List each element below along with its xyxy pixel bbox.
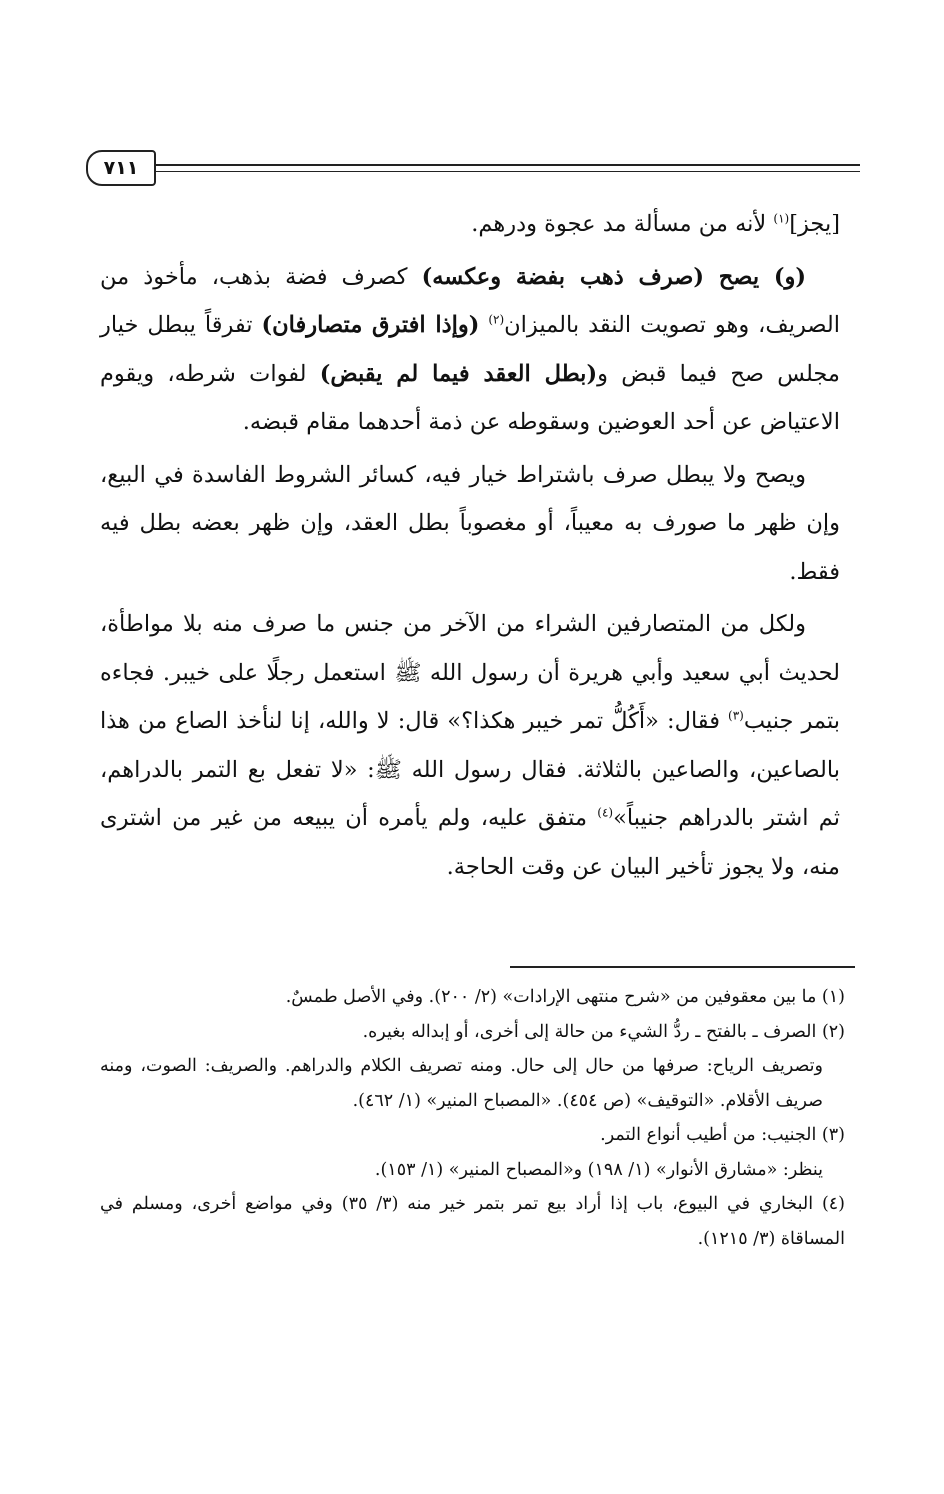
body-paragraph — [100, 451, 840, 597]
page-number: ٧١١ — [86, 150, 156, 186]
footnote: وتصريف الرياح: صرفها من حال إلى حال. ومنه تصريف الكلام والدراهم. والصريف: الصوت، ومنه صريف الأقلام. «التوقيف» (ص ٤٥٤). «المصباح المنير» (١/ ٤٦٢). — [100, 1056, 823, 1111]
header-rule-thin — [146, 171, 860, 172]
matn-text: (بطل العقد فيما لم يقبض) — [319, 360, 598, 387]
footnote: (١) ما بين معقوفين من «شرح منتهى الإرادات» (٢/ ٢٠٠). وفي الأصل طمسٌ. — [285, 987, 845, 1007]
footnote-ref: (١) — [773, 211, 790, 226]
footnote: (٤) البخاري في البيوع، باب إذا أراد بيع تمر بتمر خير منه (٣/ ٣٥) وفي مواضع أخرى، ومسلم في المساقاة (٣/ ١٢١٥). — [100, 1194, 845, 1249]
footnote: (٢) الصرف ـ بالفتح ـ ردُّ الشيء من حالة إلى أخرى، أو إبداله بغيره. — [362, 1021, 845, 1042]
body-paragraph — [100, 600, 840, 891]
sharh-text — [479, 312, 488, 338]
sharh-text: متفق عليه، ولم يأمره أن يبيعه من غير من اشترى منه، ولا يجوز تأخير البيان عن وقت الحاجة. — [100, 805, 840, 880]
footnote: (٣) الجنيب: من أطيب أنواع التمر. — [600, 1125, 845, 1145]
body-text — [100, 200, 840, 891]
body-paragraph — [100, 253, 840, 447]
page-header — [86, 150, 860, 190]
header-rule-thick — [146, 164, 860, 166]
footnote-separator — [510, 966, 855, 968]
sharh-text: فقال: «أَكُلُّ تمر خيبر هكذا؟» قال: لا والله، إنا لنأخذ الصاع من هذا بالصاعين، والصاعين بالثلاثة. فقال رسول الله ﷺ: «لا تفعل بع التمر بالدراهم، ثم اشتر بالدراهم جنيباً» — [100, 708, 840, 831]
footnote: ينظر: «مشارق الأنوار» (١/ ١٩٨) و«المصباح المنير» (١/ ١٥٣). — [374, 1159, 823, 1180]
body-paragraph — [100, 200, 840, 249]
sharh-text: ويصح ولا يبطل صرف باشتراط خيار فيه، كسائر الشروط الفاسدة في البيع، وإن ظهر ما صورف به معيباً، أو مغصوباً بطل العقد، وإن ظهر بعضه بطل فيه فقط. — [100, 461, 840, 585]
footnote-ref: (٤) — [597, 805, 614, 820]
footnotes — [100, 980, 845, 1256]
matn-text: (وإذا افترق متصارفان) — [261, 312, 480, 338]
sharh-text: تفرقاً يبطل خيار مجلس صح فيما قبض و — [100, 312, 840, 387]
sharh-text: لفوات شرطه، ويقوم الاعتياض عن أحد العوضين وسقوطه عن ذمة أحدهما مقام قبضه. — [100, 360, 840, 435]
sharh-text: كصرف فضة بذهب، مأخوذ من الصريف، وهو تصويت النقد بالميزان — [100, 263, 840, 338]
sharh-text: لأنه من مسألة مد عجوة ودرهم. — [471, 211, 774, 237]
footnote-ref: (٣) — [728, 708, 744, 723]
footnote-ref: (٢) — [488, 312, 505, 327]
matn-text: (و) يصح (صرف ذهب بفضة وعكسه) — [421, 263, 806, 290]
sharh-text: [يجز] — [789, 211, 840, 237]
sharh-text: ولكل من المتصارفين الشراء من الآخر من جنس ما صرف منه بلا مواطأة، لحديث أبي سعيد وأبي هريرة أن رسول الله ﷺ استعمل رجلًا على خيبر. فجاءه بتمر جنيب — [100, 611, 840, 734]
